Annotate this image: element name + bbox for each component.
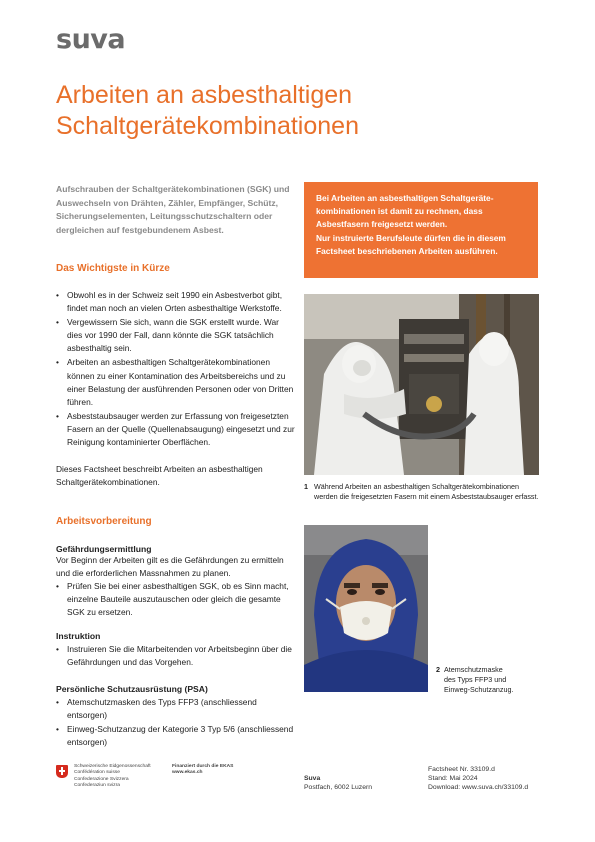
essentials-closing: Dieses Factsheet beschreibt Arbeiten an asbesthaltigen Schaltgerätekombinationen. bbox=[56, 464, 263, 488]
page-title bbox=[56, 80, 536, 142]
photo-workers-switchgear-image bbox=[304, 294, 539, 475]
photo-respirator-mask-image bbox=[304, 525, 428, 692]
intro-text: Aufschrauben der Schaltgerätekombinationen (SGK) und Auswechseln von Drähten, Zähler, Empfänger, Schütz, Sicherungselementen, Leitungsschutzschaltern oder dergleichen auf festgebundenem Asbest. bbox=[56, 184, 290, 235]
figure-2-number: 2 bbox=[436, 665, 440, 674]
ekas-line: Finanziert durch die EKAS bbox=[172, 764, 234, 769]
publisher-info bbox=[304, 774, 372, 792]
ppe-heading: Persönliche Schutzausrüstung (PSA) bbox=[56, 684, 208, 694]
factsheet-info bbox=[428, 765, 528, 793]
factsheet-date: Stand: Mai 2024 bbox=[428, 775, 478, 783]
title-line-2: Schaltgerätekombinationen bbox=[56, 112, 359, 140]
photo-respirator-mask bbox=[304, 525, 428, 692]
hazard-text: Vor Beginn der Arbeiten gilt es die Gefährdungen zu ermitteln und die erforderlichen Massnahmen zu planen. bbox=[56, 555, 284, 579]
instruction-heading: Instruktion bbox=[56, 631, 101, 641]
figure-1-caption bbox=[304, 482, 540, 502]
figure-2-caption bbox=[436, 665, 541, 695]
federal-line: Confederazione Svizzera bbox=[74, 776, 129, 782]
ekas-link[interactable]: www.ekas.ch bbox=[172, 770, 203, 776]
essentials-heading: Das Wichtigste in Kürze bbox=[56, 263, 170, 274]
publisher-address: Postfach, 6002 Luzern bbox=[304, 784, 373, 792]
figure-2-line: des Typs FFP3 und bbox=[444, 675, 507, 684]
federal-administration-label bbox=[74, 764, 151, 789]
hazard-list bbox=[56, 580, 296, 620]
photo-workers-switchgear bbox=[304, 294, 539, 475]
list-item: • Obwohl es in der Schweiz seit 1990 ein Asbestverbot gibt, findet man noch an vielen Orten asbesthaltige Werkstoffe. bbox=[56, 289, 296, 315]
federal-line: Confederaziun svizra bbox=[74, 782, 120, 788]
download-link[interactable]: Download: www.suva.ch/33109.d bbox=[428, 784, 529, 792]
federal-line: Schweizerische Eidgenossenschaft bbox=[74, 764, 151, 769]
figure-1-text: Während Arbeiten an asbesthaltigen Schaltgerätekombinationen werden die freigesetzten Fasern mit einem Asbeststaubsauger erfasst. bbox=[314, 482, 539, 501]
list-item: • Atemschutzmasken des Typs FFP3 (anschliessend entsorgen) bbox=[56, 696, 296, 722]
essentials-list bbox=[56, 289, 296, 450]
hazard-heading: Gefährdungsermittlung bbox=[56, 544, 152, 554]
suva-logo: suva bbox=[56, 24, 126, 55]
figure-2-text bbox=[436, 665, 541, 695]
figure-2-line: Atemschutzmaske bbox=[444, 665, 503, 674]
list-item: • Prüfen Sie bei einer asbesthaltigen SGK, ob es Sinn macht, einzelne Bauteile auszutauschen oder gleich die gesamte SGK zu ersetzen. bbox=[56, 580, 296, 619]
list-item: • Instruieren Sie die Mitarbeitenden vor Arbeitsbeginn über die Gefährdungen und das Vorgehen. bbox=[56, 643, 296, 669]
callout-line-1: Bei Arbeiten an asbesthaltigen Schaltgerätekombinationen ist damit zu rechnen, dass Asbestfasern freigesetzt werden. bbox=[316, 193, 494, 230]
figure-2-line: Einweg-Schutzanzug. bbox=[444, 685, 514, 694]
figure-1-number: 1 bbox=[304, 482, 308, 491]
factsheet-number: Factsheet Nr. 33109.d bbox=[428, 766, 495, 773]
publisher-name: Suva bbox=[304, 775, 321, 782]
list-item: • Arbeiten an asbesthaltigen Schaltgerätekombinationen können zu einer Kontamination des Arbeitsbereichs und zu einer Belastung der ausführenden Personen oder von Dritten führen. bbox=[56, 356, 296, 408]
list-item: • Asbeststaubsauger werden zur Erfassung von freigesetzten Fasern an der Quelle (Quellenabsaugung) eingesetzt und zur Reinigung kontaminierter Oberflächen. bbox=[56, 410, 296, 449]
list-item: • Vergewissern Sie sich, wann die SGK erstellt wurde. War dies vor 1990 der Fall, dann könnte die SGK tatsächlich asbesthaltig sein. bbox=[56, 316, 296, 355]
title-line-1: Arbeiten an asbesthaltigen bbox=[56, 81, 353, 109]
swiss-cross-icon bbox=[56, 765, 68, 778]
ekas-funding-label bbox=[172, 764, 233, 777]
ppe-list bbox=[56, 696, 296, 750]
federal-line: Confédération suisse bbox=[74, 770, 120, 776]
preparation-heading: Arbeitsvorbereitung bbox=[56, 516, 152, 527]
list-item: • Einweg-Schutzanzug der Kategorie 3 Typ 5/6 (anschliessend entsorgen) bbox=[56, 723, 296, 749]
instruction-list bbox=[56, 643, 296, 670]
warning-callout bbox=[304, 182, 538, 278]
callout-line-2: Nur instruierte Berufsleute dürfen die in diesem Factsheet beschriebenen Arbeiten ausführen. bbox=[316, 232, 506, 256]
